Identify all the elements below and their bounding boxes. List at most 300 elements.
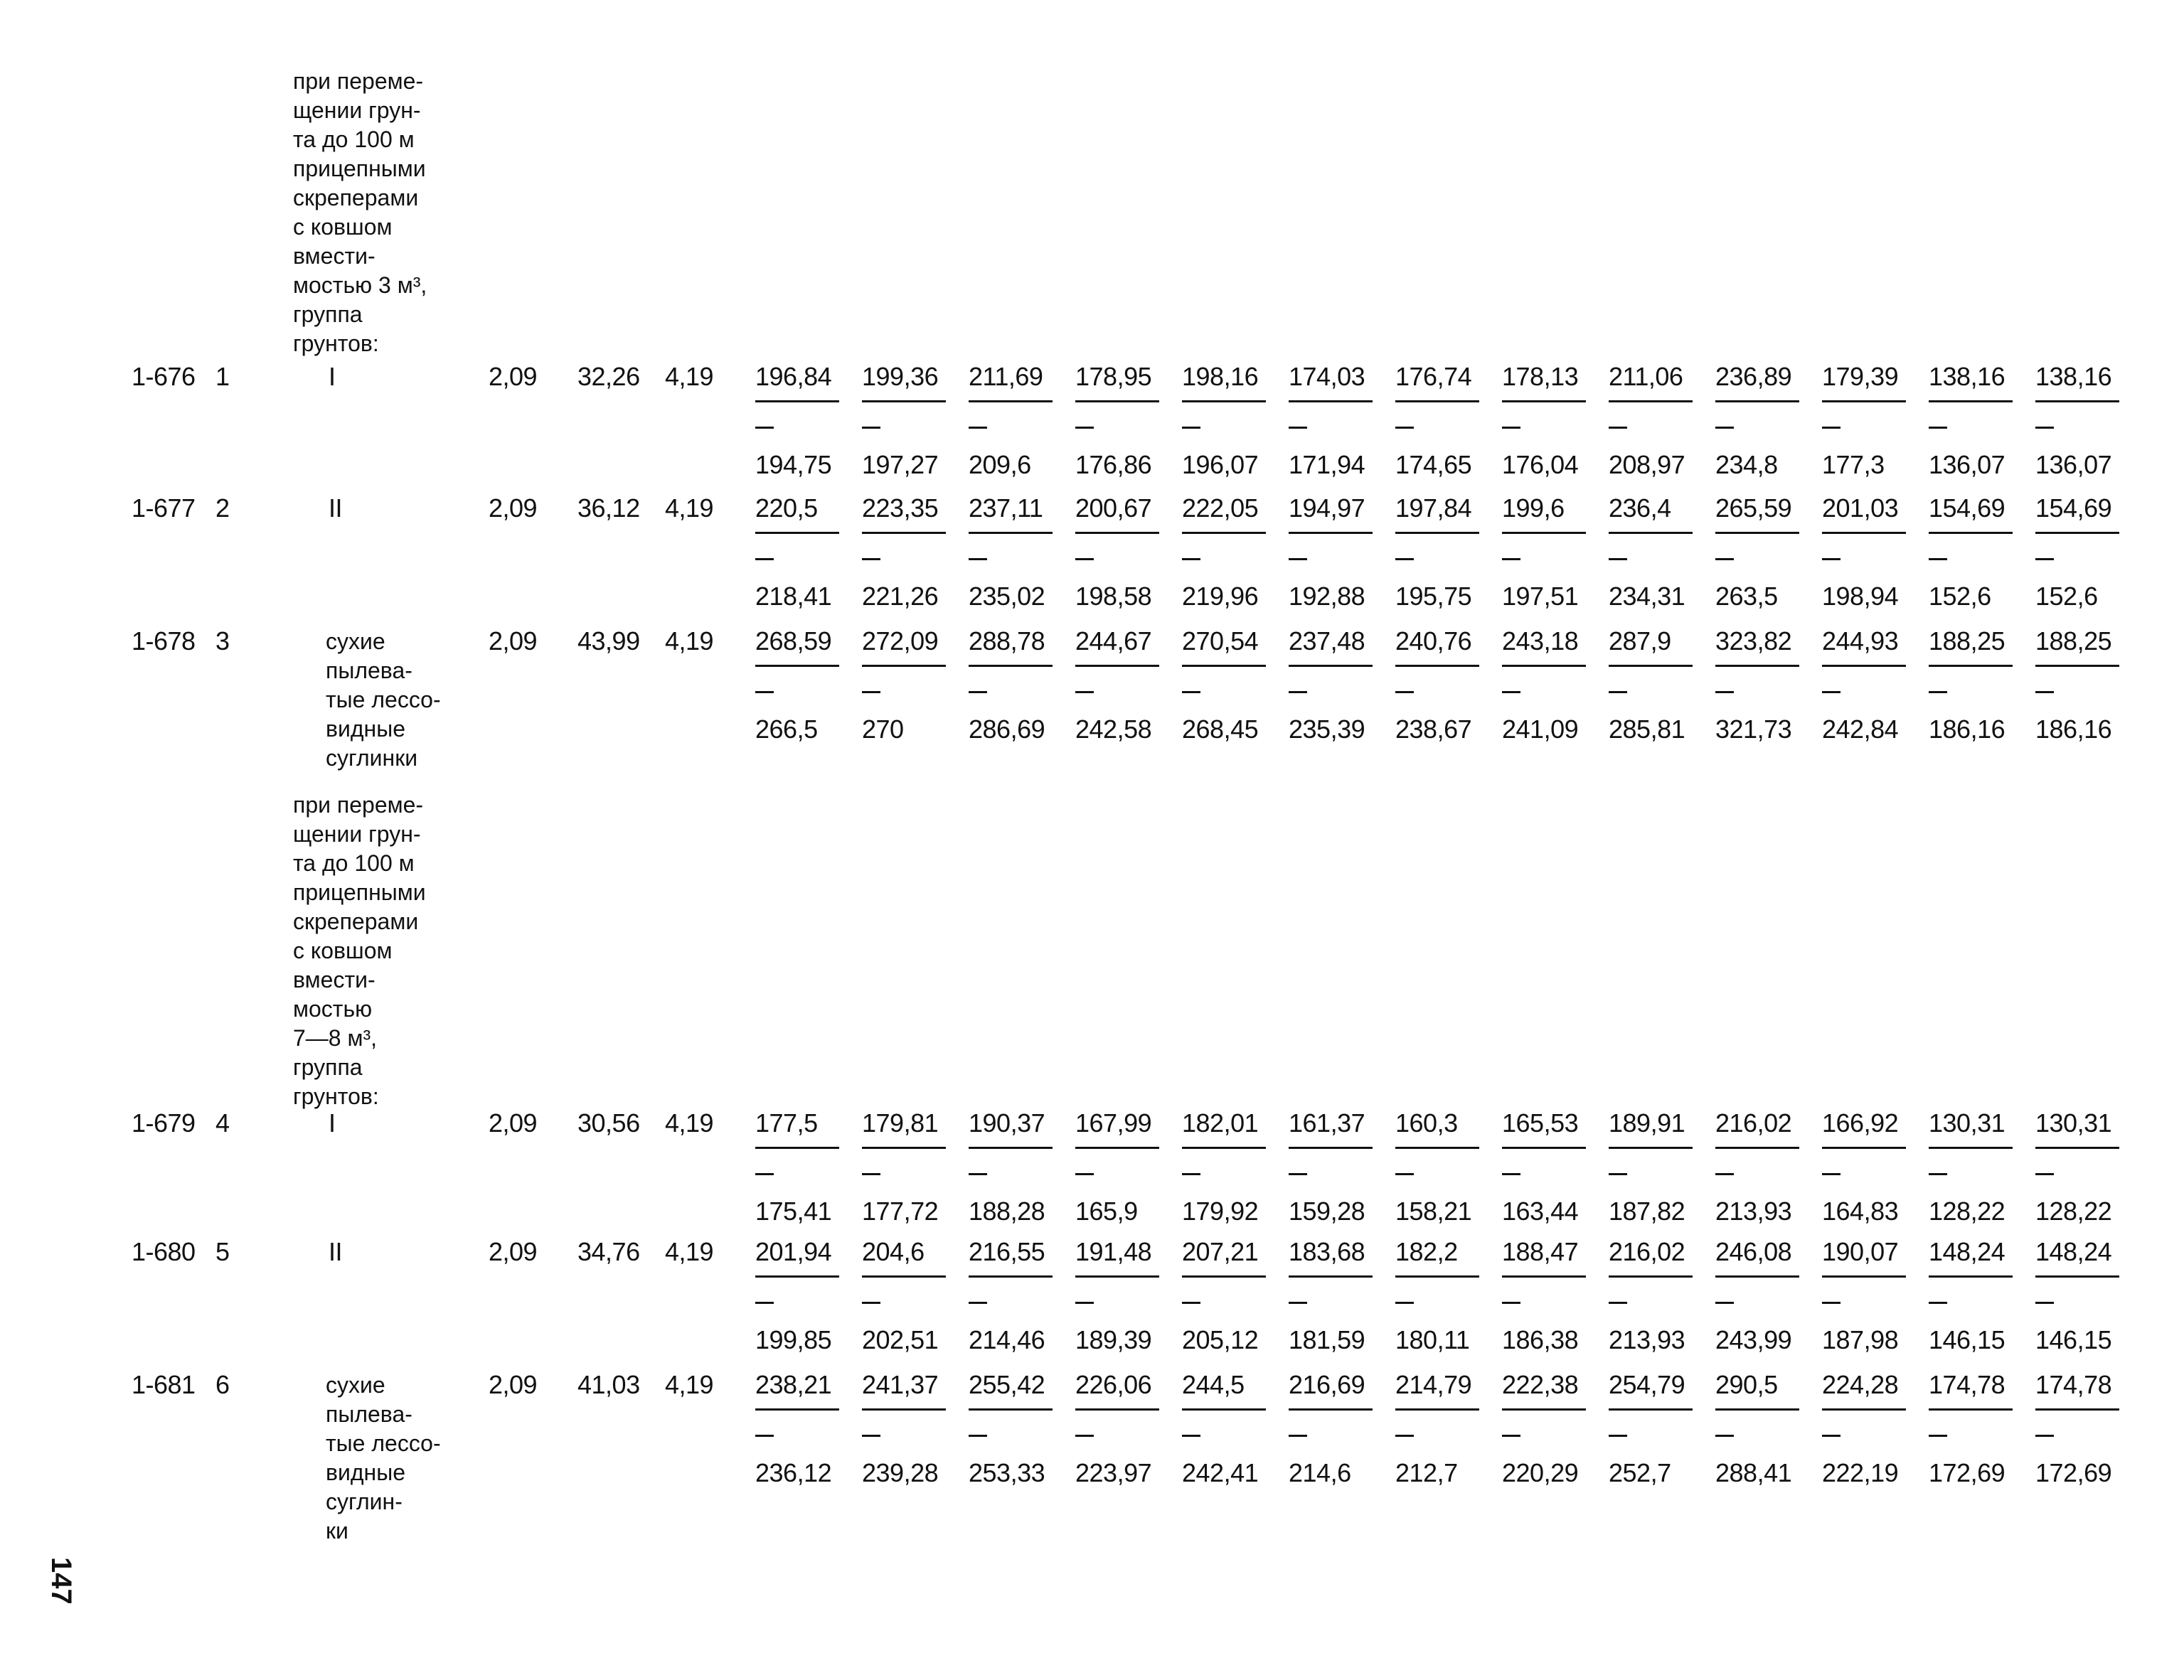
fraction-denominator: 152,6	[2035, 582, 2098, 611]
fraction-denominator: 239,28	[862, 1458, 939, 1487]
fraction-bar	[1609, 1147, 1693, 1149]
fraction-numerator: 255,42	[969, 1370, 1045, 1399]
row-label: пылева-	[326, 658, 412, 683]
fraction-bar-tail	[755, 1435, 774, 1437]
fraction-bar	[1822, 1147, 1906, 1149]
fraction-bar	[862, 400, 946, 402]
fraction-numerator: 244,67	[1075, 626, 1152, 656]
fraction-bar-tail	[1929, 427, 1947, 429]
fraction-denominator: 234,8	[1715, 450, 1778, 479]
fraction-denominator: 268,45	[1182, 715, 1259, 744]
fraction-bar-tail	[1822, 1173, 1841, 1175]
fraction-bar	[1395, 400, 1479, 402]
fraction-denominator: 189,39	[1075, 1325, 1152, 1354]
fraction-numerator: 191,48	[1075, 1237, 1152, 1266]
fraction-bar-tail	[1075, 558, 1094, 560]
cell-value: 4,19	[665, 362, 714, 391]
fraction-numerator: 182,01	[1182, 1108, 1259, 1138]
fraction-bar-tail	[1609, 691, 1627, 693]
fraction-bar	[1182, 400, 1266, 402]
fraction-bar	[1289, 400, 1373, 402]
fraction-bar-tail	[1182, 1173, 1200, 1175]
fraction-numerator: 189,91	[1609, 1108, 1685, 1138]
fraction-denominator: 195,75	[1395, 582, 1472, 611]
fraction-bar	[1502, 532, 1586, 534]
fraction-bar	[1822, 1275, 1906, 1278]
cell-value: 4,19	[665, 1370, 714, 1399]
fraction-denominator: 219,96	[1182, 582, 1259, 611]
fraction-denominator: 243,99	[1715, 1325, 1792, 1354]
fraction-denominator: 241,09	[1502, 715, 1579, 744]
fraction-bar-tail	[969, 427, 987, 429]
fraction-bar-tail	[862, 558, 880, 560]
fraction-numerator: 244,93	[1822, 626, 1899, 656]
group-header-line: грунтов:	[293, 1084, 379, 1109]
fraction-bar	[1929, 1275, 2013, 1278]
fraction-numerator: 179,39	[1822, 362, 1899, 391]
fraction-denominator: 188,28	[969, 1197, 1045, 1226]
fraction-denominator: 128,22	[2035, 1197, 2112, 1226]
fraction-numerator: 154,69	[1929, 493, 2005, 523]
group-header-line: прицепными	[293, 156, 426, 181]
fraction-denominator: 214,6	[1289, 1458, 1351, 1487]
fraction-bar-tail	[1289, 691, 1307, 693]
fraction-bar-tail	[862, 691, 880, 693]
fraction-denominator: 202,51	[862, 1325, 939, 1354]
fraction-denominator: 175,41	[755, 1197, 832, 1226]
fraction-denominator: 242,58	[1075, 715, 1152, 744]
fraction-denominator: 192,88	[1289, 582, 1365, 611]
fraction-denominator: 172,69	[2035, 1458, 2112, 1487]
fraction-numerator: 240,76	[1395, 626, 1472, 656]
fraction-bar-tail	[2035, 1435, 2054, 1437]
row-index: 4	[215, 1108, 230, 1138]
fraction-bar	[1289, 1408, 1373, 1411]
fraction-bar-tail	[2035, 691, 2054, 693]
fraction-bar	[1075, 400, 1159, 402]
fraction-bar-tail	[1289, 1302, 1307, 1304]
row-label: видные	[326, 716, 406, 742]
row-code: 1-681	[132, 1370, 196, 1399]
fraction-bar-tail	[1395, 1435, 1414, 1437]
row-label: видные	[326, 1460, 406, 1485]
cell-value: 2,09	[489, 1108, 538, 1138]
fraction-numerator: 211,69	[969, 362, 1043, 391]
fraction-denominator: 223,97	[1075, 1458, 1152, 1487]
fraction-bar	[1289, 532, 1373, 534]
fraction-bar	[1182, 1408, 1266, 1411]
fraction-bar-tail	[1502, 1435, 1520, 1437]
row-code: 1-677	[132, 493, 196, 523]
fraction-bar-tail	[1609, 1173, 1627, 1175]
fraction-denominator: 242,84	[1822, 715, 1899, 744]
fraction-bar	[1395, 1275, 1479, 1278]
fraction-bar	[1289, 1147, 1373, 1149]
fraction-bar-tail	[1822, 427, 1841, 429]
fraction-denominator: 187,82	[1609, 1197, 1685, 1226]
fraction-numerator: 188,25	[2035, 626, 2112, 656]
fraction-bar	[1715, 400, 1799, 402]
group-header-line: мостью	[293, 996, 373, 1022]
fraction-bar	[969, 1275, 1053, 1278]
fraction-numerator: 176,74	[1395, 362, 1472, 391]
group-header-line: при переме-	[293, 68, 424, 94]
fraction-numerator: 323,82	[1715, 626, 1792, 656]
row-code: 1-676	[132, 362, 196, 391]
fraction-numerator: 174,03	[1289, 362, 1365, 391]
fraction-bar	[1502, 400, 1586, 402]
fraction-denominator: 234,31	[1609, 582, 1685, 611]
fraction-bar	[1715, 1275, 1799, 1278]
fraction-bar	[862, 1408, 946, 1411]
fraction-numerator: 241,37	[862, 1370, 939, 1399]
fraction-bar-tail	[1289, 558, 1307, 560]
group-header-line: вмести-	[293, 967, 375, 993]
fraction-numerator: 190,07	[1822, 1237, 1899, 1266]
row-label: II	[329, 493, 343, 523]
group-header-line: вмести-	[293, 243, 375, 269]
fraction-bar-tail	[755, 1173, 774, 1175]
fraction-numerator: 130,31	[1929, 1108, 2005, 1138]
fraction-denominator: 171,94	[1289, 450, 1365, 479]
row-label: сухие	[326, 628, 385, 654]
fraction-numerator: 223,35	[862, 493, 939, 523]
fraction-denominator: 163,44	[1502, 1197, 1579, 1226]
fraction-numerator: 130,31	[2035, 1108, 2112, 1138]
cell-value: 30,56	[577, 1108, 640, 1138]
fraction-bar	[1182, 665, 1266, 667]
fraction-bar-tail	[1182, 691, 1200, 693]
fraction-denominator: 165,9	[1075, 1197, 1138, 1226]
fraction-bar	[969, 400, 1053, 402]
fraction-denominator: 288,41	[1715, 1458, 1792, 1487]
fraction-denominator: 238,67	[1395, 715, 1472, 744]
fraction-numerator: 188,25	[1929, 626, 2005, 656]
fraction-bar	[969, 532, 1053, 534]
fraction-numerator: 178,13	[1502, 362, 1579, 391]
row-label: тые лессо-	[326, 1430, 441, 1456]
fraction-numerator: 167,99	[1075, 1108, 1152, 1138]
fraction-numerator: 182,2	[1395, 1237, 1458, 1266]
fraction-bar	[755, 400, 839, 402]
fraction-bar	[2035, 1275, 2119, 1278]
fraction-bar	[1075, 532, 1159, 534]
fraction-numerator: 188,47	[1502, 1237, 1579, 1266]
fraction-denominator: 321,73	[1715, 715, 1792, 744]
fraction-bar-tail	[1929, 1435, 1947, 1437]
fraction-bar	[1395, 532, 1479, 534]
fraction-numerator: 268,59	[755, 626, 832, 656]
fraction-denominator: 128,22	[1929, 1197, 2005, 1226]
fraction-bar	[1929, 1147, 2013, 1149]
fraction-numerator: 198,16	[1182, 362, 1259, 391]
group-header-line: та до 100 м	[293, 127, 415, 152]
row-label: сухие	[326, 1372, 385, 1398]
fraction-bar-tail	[1609, 558, 1627, 560]
fraction-denominator: 197,27	[862, 450, 939, 479]
fraction-denominator: 181,59	[1289, 1325, 1365, 1354]
fraction-bar	[2035, 1147, 2119, 1149]
cell-value: 4,19	[665, 1237, 714, 1266]
fraction-bar-tail	[969, 1173, 987, 1175]
fraction-numerator: 204,6	[862, 1237, 925, 1266]
group-header-line: грунтов:	[293, 331, 379, 356]
fraction-numerator: 148,24	[1929, 1237, 2005, 1266]
fraction-bar	[862, 1147, 946, 1149]
fraction-bar	[1395, 1408, 1479, 1411]
fraction-bar-tail	[969, 1302, 987, 1304]
fraction-denominator: 136,07	[1929, 450, 2005, 479]
fraction-numerator: 270,54	[1182, 626, 1259, 656]
cell-value: 32,26	[577, 362, 640, 391]
fraction-bar-tail	[1715, 558, 1734, 560]
cell-value: 4,19	[665, 1108, 714, 1138]
fraction-numerator: 138,16	[1929, 362, 2005, 391]
row-label: I	[329, 362, 336, 391]
fraction-bar-tail	[1822, 1435, 1841, 1437]
fraction-bar	[1929, 400, 2013, 402]
cell-value: 2,09	[489, 1237, 538, 1266]
fraction-denominator: 235,02	[969, 582, 1045, 611]
fraction-bar	[1929, 1408, 2013, 1411]
fraction-bar	[1075, 1275, 1159, 1278]
row-label: I	[329, 1108, 336, 1138]
fraction-numerator: 138,16	[2035, 362, 2112, 391]
fraction-numerator: 200,67	[1075, 493, 1152, 523]
page-number: 147	[46, 1557, 77, 1605]
fraction-numerator: 236,4	[1609, 493, 1671, 523]
fraction-bar-tail	[2035, 1173, 2054, 1175]
fraction-denominator: 242,41	[1182, 1458, 1259, 1487]
fraction-bar-tail	[1395, 1173, 1414, 1175]
fraction-bar-tail	[1609, 1302, 1627, 1304]
fraction-numerator: 243,18	[1502, 626, 1579, 656]
fraction-denominator: 176,86	[1075, 450, 1152, 479]
fraction-bar-tail	[1609, 427, 1627, 429]
cell-value: 34,76	[577, 1237, 640, 1266]
fraction-bar	[1182, 1275, 1266, 1278]
fraction-numerator: 272,09	[862, 626, 939, 656]
fraction-bar	[755, 532, 839, 534]
fraction-bar-tail	[755, 558, 774, 560]
fraction-bar-tail	[1715, 691, 1734, 693]
fraction-bar	[969, 665, 1053, 667]
fraction-numerator: 214,79	[1395, 1370, 1472, 1399]
fraction-numerator: 216,55	[969, 1237, 1045, 1266]
fraction-bar	[1609, 1408, 1693, 1411]
fraction-numerator: 254,79	[1609, 1370, 1685, 1399]
fraction-numerator: 226,06	[1075, 1370, 1152, 1399]
fraction-numerator: 236,89	[1715, 362, 1792, 391]
fraction-denominator: 158,21	[1395, 1197, 1472, 1226]
fraction-bar	[1715, 532, 1799, 534]
fraction-bar	[1502, 1408, 1586, 1411]
fraction-bar-tail	[1182, 558, 1200, 560]
fraction-bar-tail	[755, 691, 774, 693]
fraction-bar	[1822, 665, 1906, 667]
fraction-numerator: 179,81	[862, 1108, 939, 1138]
cell-value: 4,19	[665, 493, 714, 523]
fraction-bar-tail	[1075, 427, 1094, 429]
fraction-bar-tail	[1182, 427, 1200, 429]
fraction-bar	[1395, 665, 1479, 667]
fraction-numerator: 216,02	[1715, 1108, 1792, 1138]
row-index: 3	[215, 626, 230, 656]
fraction-bar	[755, 665, 839, 667]
row-index: 2	[215, 493, 230, 523]
fraction-numerator: 178,95	[1075, 362, 1152, 391]
fraction-bar	[969, 1147, 1053, 1149]
fraction-denominator: 285,81	[1609, 715, 1685, 744]
fraction-bar	[2035, 1408, 2119, 1411]
fraction-bar-tail	[862, 1173, 880, 1175]
fraction-bar-tail	[2035, 1302, 2054, 1304]
row-label: суглинки	[326, 745, 418, 771]
fraction-denominator: 186,38	[1502, 1325, 1579, 1354]
cell-value: 43,99	[577, 626, 640, 656]
fraction-bar-tail	[1822, 1302, 1841, 1304]
row-label: тые лессо-	[326, 687, 441, 712]
fraction-bar-tail	[1075, 691, 1094, 693]
fraction-numerator: 288,78	[969, 626, 1045, 656]
fraction-bar-tail	[862, 1302, 880, 1304]
fraction-bar-tail	[1289, 1173, 1307, 1175]
group-header-line: группа	[293, 1054, 363, 1080]
fraction-denominator: 270	[862, 715, 904, 744]
fraction-numerator: 196,84	[755, 362, 832, 391]
fraction-denominator: 209,6	[969, 450, 1031, 479]
fraction-bar-tail	[1289, 427, 1307, 429]
row-code: 1-680	[132, 1237, 196, 1266]
fraction-numerator: 197,84	[1395, 493, 1472, 523]
fraction-denominator: 212,7	[1395, 1458, 1458, 1487]
fraction-numerator: 287,9	[1609, 626, 1671, 656]
fraction-denominator: 159,28	[1289, 1197, 1365, 1226]
fraction-bar-tail	[1502, 1302, 1520, 1304]
fraction-bar	[1715, 1408, 1799, 1411]
fraction-numerator: 246,08	[1715, 1237, 1792, 1266]
fraction-denominator: 176,04	[1502, 450, 1579, 479]
fraction-denominator: 213,93	[1715, 1197, 1792, 1226]
fraction-bar-tail	[862, 1435, 880, 1437]
fraction-bar-tail	[969, 558, 987, 560]
fraction-bar	[1182, 532, 1266, 534]
fraction-denominator: 177,72	[862, 1197, 939, 1226]
cell-value: 4,19	[665, 626, 714, 656]
fraction-numerator: 216,02	[1609, 1237, 1685, 1266]
fraction-bar	[1822, 1408, 1906, 1411]
fraction-numerator: 244,5	[1182, 1370, 1245, 1399]
cell-value: 2,09	[489, 626, 538, 656]
fraction-bar	[755, 1147, 839, 1149]
fraction-bar-tail	[1929, 1173, 1947, 1175]
fraction-numerator: 154,69	[2035, 493, 2112, 523]
fraction-bar-tail	[1075, 1302, 1094, 1304]
fraction-denominator: 221,26	[862, 582, 939, 611]
fraction-bar-tail	[1715, 427, 1734, 429]
fraction-bar-tail	[1929, 558, 1947, 560]
fraction-bar	[1929, 532, 2013, 534]
fraction-denominator: 177,3	[1822, 450, 1885, 479]
row-code: 1-679	[132, 1108, 196, 1138]
group-header-line: щении грун-	[293, 821, 421, 847]
fraction-denominator: 187,98	[1822, 1325, 1899, 1354]
fraction-bar-tail	[1075, 1173, 1094, 1175]
group-header-line: с ковшом	[293, 214, 393, 240]
fraction-bar-tail	[1715, 1302, 1734, 1304]
row-index: 5	[215, 1237, 230, 1266]
fraction-numerator: 177,5	[755, 1108, 818, 1138]
group-header-line: 7—8 м³,	[293, 1025, 378, 1051]
row-label: ки	[326, 1518, 348, 1543]
group-header-line: скреперами	[293, 185, 419, 210]
fraction-denominator: 174,65	[1395, 450, 1472, 479]
fraction-denominator: 220,29	[1502, 1458, 1579, 1487]
fraction-bar-tail	[969, 691, 987, 693]
fraction-numerator: 224,28	[1822, 1370, 1899, 1399]
fraction-bar	[1502, 1147, 1586, 1149]
fraction-bar-tail	[1502, 1173, 1520, 1175]
fraction-denominator: 194,75	[755, 450, 832, 479]
fraction-bar-tail	[862, 427, 880, 429]
row-label: II	[329, 1237, 343, 1266]
fraction-numerator: 166,92	[1822, 1108, 1899, 1138]
fraction-denominator: 179,92	[1182, 1197, 1259, 1226]
fraction-bar-tail	[1502, 427, 1520, 429]
fraction-bar-tail	[1822, 691, 1841, 693]
fraction-bar	[1182, 1147, 1266, 1149]
fraction-denominator: 253,33	[969, 1458, 1045, 1487]
row-code: 1-678	[132, 626, 196, 656]
fraction-bar-tail	[1502, 691, 1520, 693]
fraction-bar	[1289, 1275, 1373, 1278]
fraction-bar	[1075, 1408, 1159, 1411]
fraction-denominator: 196,07	[1182, 450, 1259, 479]
fraction-denominator: 266,5	[755, 715, 818, 744]
fraction-bar	[1075, 665, 1159, 667]
fraction-numerator: 222,05	[1182, 493, 1259, 523]
fraction-denominator: 186,16	[1929, 715, 2005, 744]
fraction-numerator: 238,21	[755, 1370, 832, 1399]
fraction-bar	[862, 665, 946, 667]
fraction-bar-tail	[1715, 1173, 1734, 1175]
cell-value: 36,12	[577, 493, 640, 523]
fraction-bar-tail	[1609, 1435, 1627, 1437]
fraction-bar	[969, 1408, 1053, 1411]
fraction-bar-tail	[969, 1435, 987, 1437]
fraction-denominator: 197,51	[1502, 582, 1579, 611]
fraction-denominator: 213,93	[1609, 1325, 1685, 1354]
fraction-bar	[862, 532, 946, 534]
fraction-bar	[1609, 665, 1693, 667]
fraction-numerator: 183,68	[1289, 1237, 1365, 1266]
fraction-bar	[1609, 532, 1693, 534]
row-label: пылева-	[326, 1401, 412, 1427]
fraction-numerator: 194,97	[1289, 493, 1365, 523]
fraction-denominator: 164,83	[1822, 1197, 1899, 1226]
fraction-numerator: 265,59	[1715, 493, 1792, 523]
row-index: 1	[215, 362, 230, 391]
fraction-numerator: 148,24	[2035, 1237, 2112, 1266]
group-header-line: щении грун-	[293, 97, 421, 123]
fraction-bar	[1715, 665, 1799, 667]
fraction-bar	[1075, 1147, 1159, 1149]
fraction-denominator: 263,5	[1715, 582, 1778, 611]
cell-value: 2,09	[489, 362, 538, 391]
fraction-bar	[2035, 532, 2119, 534]
group-header-line: та до 100 м	[293, 850, 415, 876]
fraction-bar	[1715, 1147, 1799, 1149]
